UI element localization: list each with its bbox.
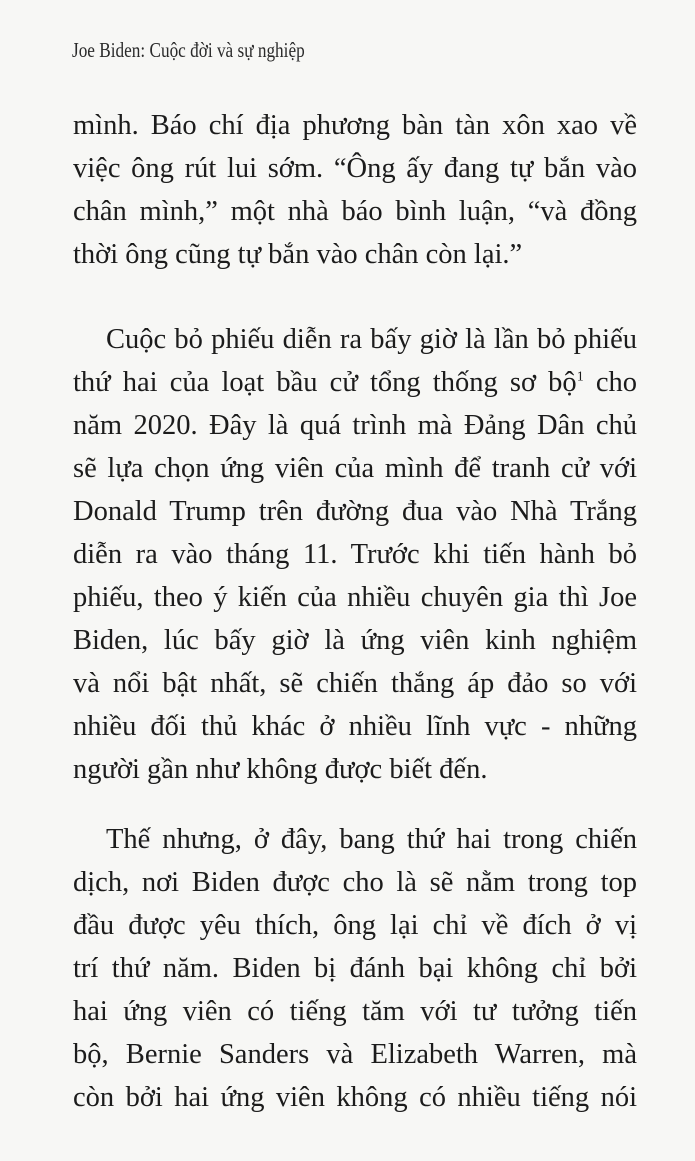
text-line: người gần như không được biết đến. (73, 754, 488, 785)
text-line: trí thứ năm. Biden bị đánh bại không chỉ bởi (73, 953, 637, 984)
text-line: Biden, lúc bấy giờ là ứng viên kinh nghiệm (73, 625, 637, 656)
text-line: nhiều đối thủ khác ở nhiều lĩnh vực - những (73, 711, 637, 742)
text-line (73, 361, 637, 404)
text-line: và nổi bật nhất, sẽ chiến thắng áp đảo so với (73, 668, 637, 699)
paragraph-1 (73, 104, 637, 276)
text-line: Cuộc bỏ phiếu diễn ra bấy giờ là lần bỏ phiếu (106, 324, 637, 355)
text-line: còn bởi hai ứng viên không có nhiều tiếng nói (73, 1082, 637, 1113)
text-line: diễn ra vào tháng 11. Trước khi tiến hành bỏ (73, 539, 637, 570)
paragraph-3 (73, 818, 637, 1119)
text-line: Donald Trump trên đường đua vào Nhà Trắng (73, 496, 637, 527)
text-line: chân mình,” một nhà báo bình luận, “và đồng (73, 196, 637, 227)
running-header: Joe Biden: Cuộc đời và sự nghiệp (72, 38, 305, 62)
text-line: hai ứng viên có tiếng tăm với tư tưởng tiến (73, 996, 637, 1027)
paragraph-2 (73, 318, 637, 791)
text-line: thời ông cũng tự bắn vào chân còn lại.” (73, 239, 523, 270)
text-line: việc ông rút lui sớm. “Ông ấy đang tự bắn vào (73, 153, 637, 184)
footnote-marker: 1 (576, 369, 584, 385)
text-line: sẽ lựa chọn ứng viên của mình để tranh cử với (73, 453, 637, 484)
text-line: dịch, nơi Biden được cho là sẽ nằm trong top (73, 867, 637, 898)
text-line: Thế nhưng, ở đây, bang thứ hai trong chiến (106, 824, 637, 855)
text-line: bộ, Bernie Sanders và Elizabeth Warren, mà (73, 1039, 637, 1070)
text-line: phiếu, theo ý kiến của nhiều chuyên gia thì Joe (73, 582, 637, 613)
text-segment: cho (583, 367, 637, 398)
text-line: mình. Báo chí địa phương bàn tàn xôn xao về (73, 110, 637, 141)
text-line: năm 2020. Đây là quá trình mà Đảng Dân chủ (73, 410, 637, 441)
text-segment: thứ hai của loạt bầu cử tổng thống sơ bộ (73, 367, 577, 398)
text-line: đầu được yêu thích, ông lại chỉ về đích ở vị (73, 910, 637, 941)
